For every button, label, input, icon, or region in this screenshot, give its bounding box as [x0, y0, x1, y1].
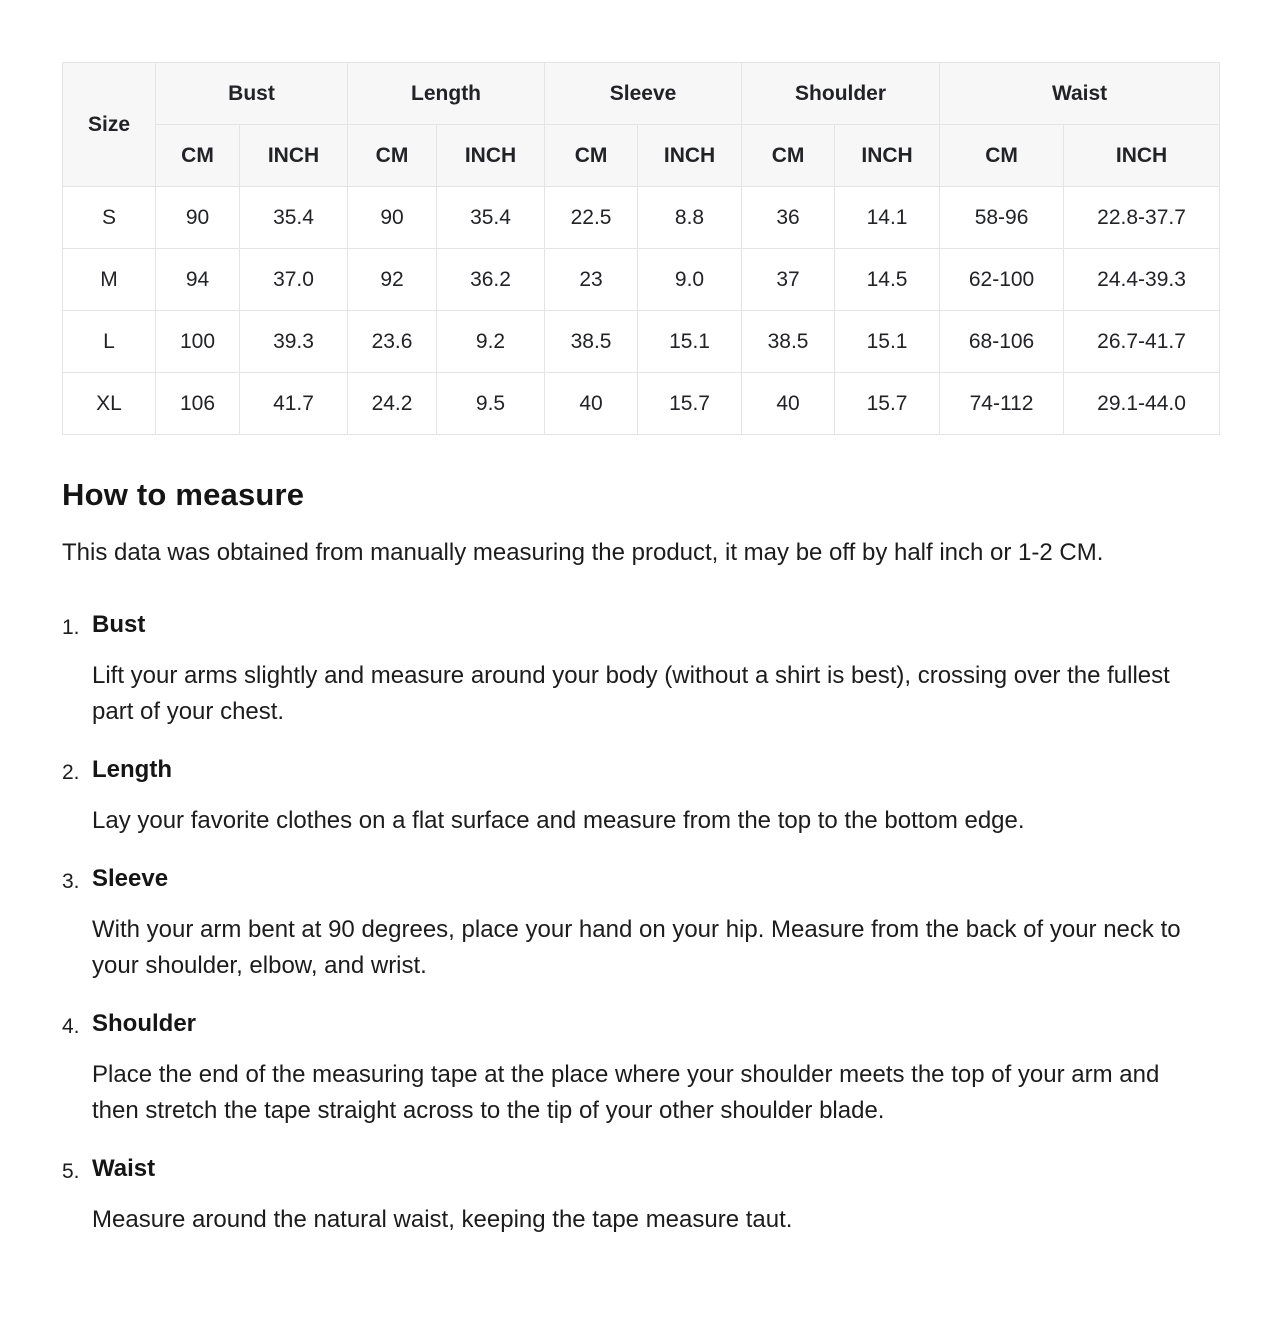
value-cell: 23 — [545, 249, 638, 311]
column-group-sleeve: Sleeve — [545, 63, 742, 125]
column-group-bust: Bust — [156, 63, 348, 125]
value-cell: 36.2 — [437, 249, 545, 311]
value-cell: 106 — [156, 373, 240, 435]
list-item-label: Bust — [92, 611, 146, 638]
column-group-waist: Waist — [940, 63, 1220, 125]
value-cell: 35.4 — [240, 187, 348, 249]
value-cell: 94 — [156, 249, 240, 311]
list-item-shoulder — [62, 1010, 1220, 1129]
value-cell: 37 — [742, 249, 835, 311]
value-cell: 15.1 — [638, 311, 742, 373]
value-cell: 14.1 — [835, 187, 940, 249]
unit-header-sleeve-cm: CM — [545, 125, 638, 187]
value-cell: 22.8-37.7 — [1064, 187, 1220, 249]
value-cell: 100 — [156, 311, 240, 373]
list-item-waist — [62, 1155, 1220, 1238]
unit-header-shoulder-inch: INCH — [835, 125, 940, 187]
value-cell: 40 — [545, 373, 638, 435]
list-item-label: Waist — [92, 1155, 156, 1182]
list-item-number: 2. — [62, 761, 80, 784]
unit-header-waist-cm: CM — [940, 125, 1064, 187]
list-item-text: Lift your arms slightly and measure around your body (without a shirt is best), crossing over the fullest part of your chest. — [92, 662, 1170, 725]
column-group-shoulder: Shoulder — [742, 63, 940, 125]
value-cell: 68-106 — [940, 311, 1064, 373]
value-cell: 24.4-39.3 — [1064, 249, 1220, 311]
value-cell: 15.7 — [835, 373, 940, 435]
value-cell: 9.5 — [437, 373, 545, 435]
value-cell: 41.7 — [240, 373, 348, 435]
value-cell: 23.6 — [348, 311, 437, 373]
value-cell: 24.2 — [348, 373, 437, 435]
value-cell: 58-96 — [940, 187, 1064, 249]
list-item-number: 4. — [62, 1015, 80, 1038]
list-item-label: Length — [92, 756, 172, 783]
measure-instruction-list — [62, 611, 1220, 1238]
value-cell: 40 — [742, 373, 835, 435]
value-cell: 39.3 — [240, 311, 348, 373]
value-cell: 36 — [742, 187, 835, 249]
value-cell: 38.5 — [545, 311, 638, 373]
unit-header-waist-inch: INCH — [1064, 125, 1220, 187]
value-cell: 35.4 — [437, 187, 545, 249]
value-cell: 8.8 — [638, 187, 742, 249]
value-cell: 14.5 — [835, 249, 940, 311]
list-item-length — [62, 756, 1220, 839]
how-to-measure-section — [62, 477, 1220, 1238]
unit-header-bust-cm: CM — [156, 125, 240, 187]
value-cell: 26.7-41.7 — [1064, 311, 1220, 373]
list-item-bust — [62, 611, 1220, 730]
list-item-number: 3. — [62, 870, 80, 893]
list-item-number: 5. — [62, 1160, 80, 1183]
column-group-length: Length — [348, 63, 545, 125]
value-cell: 9.2 — [437, 311, 545, 373]
list-item-text: With your arm bent at 90 degrees, place your hand on your hip. Measure from the back of your neck to your shoulder, elbow, and wrist. — [92, 916, 1181, 979]
unit-header-length-inch: INCH — [437, 125, 545, 187]
value-cell: 62-100 — [940, 249, 1064, 311]
list-item-label: Sleeve — [92, 865, 169, 892]
header-row-groups — [63, 63, 1220, 125]
list-item-sleeve — [62, 865, 1220, 984]
value-cell: 29.1-44.0 — [1064, 373, 1220, 435]
value-cell: 9.0 — [638, 249, 742, 311]
list-item-label: Shoulder — [92, 1010, 197, 1037]
list-item-text: Lay your favorite clothes on a flat surface and measure from the top to the bottom edge. — [92, 807, 1025, 834]
table-row-size-xl — [63, 373, 1220, 435]
section-title: How to measure — [62, 477, 305, 512]
value-cell: 90 — [156, 187, 240, 249]
value-cell: 37.0 — [240, 249, 348, 311]
unit-header-bust-inch: INCH — [240, 125, 348, 187]
table-row-size-l — [63, 311, 1220, 373]
value-cell: 38.5 — [742, 311, 835, 373]
size-chart-table — [62, 62, 1220, 435]
column-header-size: Size — [63, 63, 156, 187]
unit-header-shoulder-cm: CM — [742, 125, 835, 187]
list-item-text: Measure around the natural waist, keeping the tape measure taut. — [92, 1206, 793, 1233]
size-cell: XL — [63, 373, 156, 435]
unit-header-sleeve-inch: INCH — [638, 125, 742, 187]
value-cell: 90 — [348, 187, 437, 249]
value-cell: 92 — [348, 249, 437, 311]
value-cell: 15.7 — [638, 373, 742, 435]
value-cell: 15.1 — [835, 311, 940, 373]
table-row-size-m — [63, 249, 1220, 311]
list-item-text: Place the end of the measuring tape at the place where your shoulder meets the top of your arm and then stretch the tape straight across to the tip of your other shoulder blade. — [92, 1061, 1160, 1124]
size-cell: M — [63, 249, 156, 311]
value-cell: 22.5 — [545, 187, 638, 249]
section-intro: This data was obtained from manually measuring the product, it may be off by half inch or 1-2 CM. — [62, 539, 1104, 566]
size-cell: S — [63, 187, 156, 249]
table-row-size-s — [63, 187, 1220, 249]
size-cell: L — [63, 311, 156, 373]
unit-header-length-cm: CM — [348, 125, 437, 187]
list-item-number: 1. — [62, 616, 80, 639]
value-cell: 74-112 — [940, 373, 1064, 435]
header-row-units — [63, 125, 1220, 187]
